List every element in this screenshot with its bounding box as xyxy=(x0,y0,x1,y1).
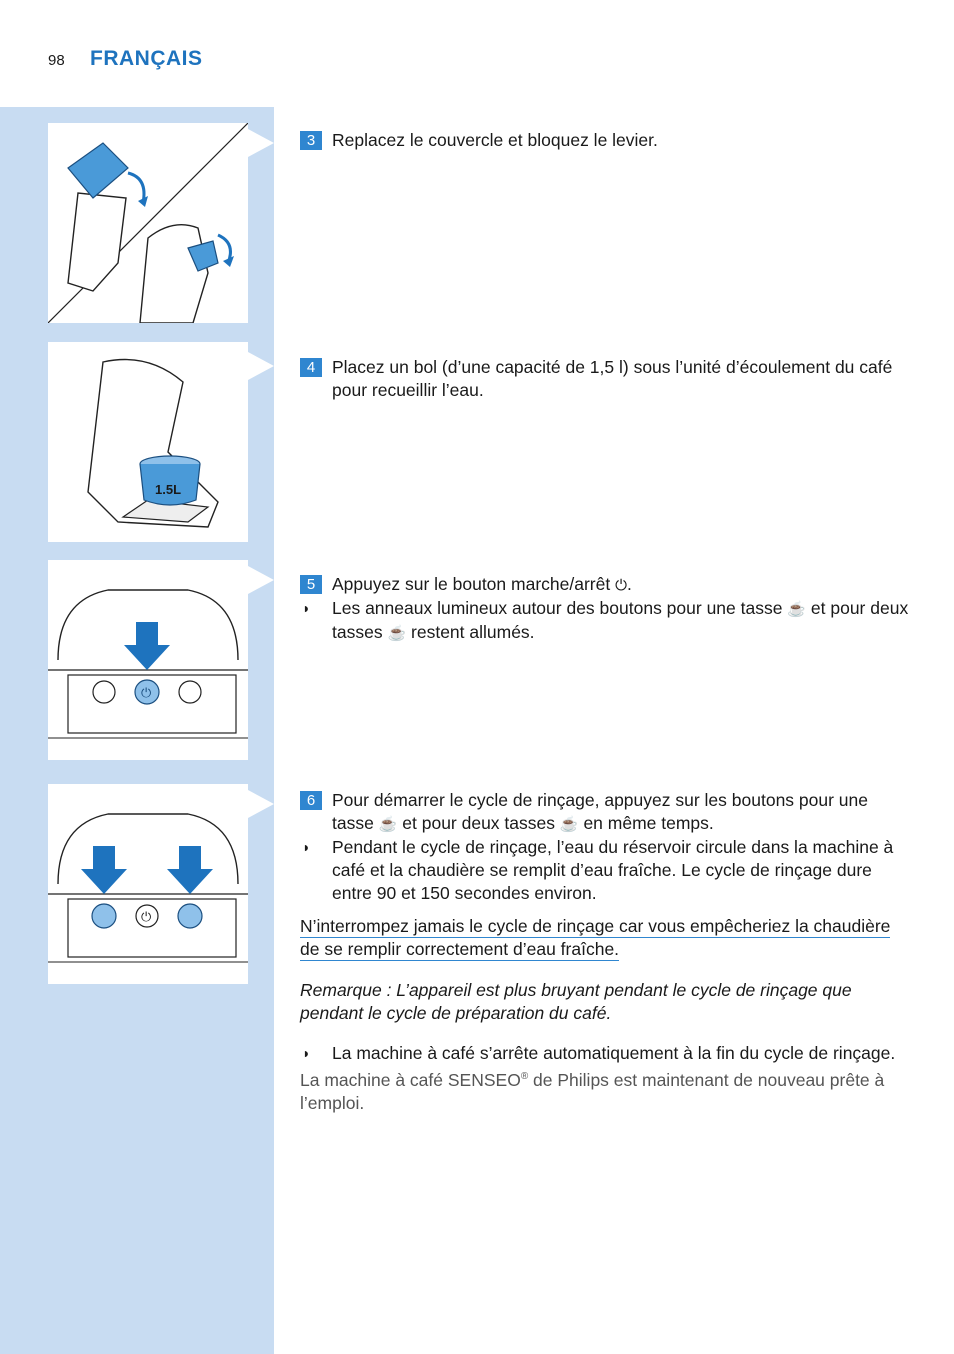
step-number: 4 xyxy=(300,358,322,377)
panel-pointer xyxy=(248,566,274,594)
figure-bowl xyxy=(48,342,248,542)
step-text: et pour deux tasses xyxy=(402,813,555,833)
figure-cup-buttons xyxy=(48,784,248,984)
step-text: . xyxy=(626,574,632,594)
step-text: en même temps. xyxy=(583,813,714,833)
step-number: 6 xyxy=(300,791,322,810)
one-cup-icon: ☕ xyxy=(378,816,398,833)
bullet-text: et pour deux tasses xyxy=(332,598,909,642)
figure-power-button xyxy=(48,560,248,760)
panel-pointer xyxy=(248,790,274,818)
warning-text-content: N’interrompez jamais le cycle de rinçage car vous empêcheriez la chaudière de se remplir correctement d’eau fraîche. xyxy=(300,916,891,959)
step-text: Placez un bol (d’une capacité de 1,5 l) sous l’unité d’écoulement du café pour recueillir l’eau. xyxy=(332,357,893,400)
step-5 xyxy=(300,573,910,645)
bullet-icon: ◗ xyxy=(302,839,311,855)
step-3 xyxy=(300,129,910,152)
step-number: 5 xyxy=(300,575,322,594)
step-text: Pour démarrer le cycle de rinçage, appuyez sur les boutons pour une tasse xyxy=(332,790,868,833)
note-text: Remarque : L’appareil est plus bruyant pendant le cycle de rinçage que pendant le cycle de préparation du café. xyxy=(300,979,852,1023)
final-text-part: de Philips est maintenant de nouveau prête à l’emploi. xyxy=(300,1069,885,1113)
power-icon: ⏻ xyxy=(615,577,627,594)
registered-mark: ® xyxy=(520,1071,529,1082)
step-number: 3 xyxy=(300,131,322,150)
panel-pointer xyxy=(248,129,274,157)
step-text: Appuyez sur le bouton marche/arrêt xyxy=(332,574,611,594)
bullet-icon: ◗ xyxy=(302,1045,311,1061)
bullet-text: Les anneaux lumineux autour des boutons pour une tasse xyxy=(332,598,783,618)
bullet-text: Pendant le cycle de rinçage, l’eau du réservoir circule dans la machine à café et la chaudière se remplit d’eau fraîche. Le cycle de rinçage dure entre 90 et 150 secondes environ. xyxy=(332,837,894,903)
step-4 xyxy=(300,356,910,402)
final-text-part: La machine à café SENSEO xyxy=(300,1069,521,1090)
bowl-capacity-label: 1.5L xyxy=(155,482,182,497)
step-text: Replacez le couvercle et bloquez le levier. xyxy=(332,130,658,150)
page-number: 98 xyxy=(48,52,65,69)
step-6 xyxy=(300,789,910,1115)
final-text xyxy=(300,1065,910,1115)
bullet-text: La machine à café s’arrête automatiquement à la fin du cycle de rinçage. xyxy=(332,1043,896,1063)
one-cup-icon: ☕ xyxy=(787,601,807,618)
figure-lid-lever xyxy=(48,123,248,323)
warning-text xyxy=(300,915,910,961)
page-title: FRANÇAIS xyxy=(90,47,203,70)
panel-pointer xyxy=(248,352,274,380)
power-icon: ⏻ xyxy=(141,909,152,924)
bullet-icon: ◗ xyxy=(302,600,311,616)
two-cups-icon: ☕ xyxy=(559,816,579,833)
bullet-text: restent allumés. xyxy=(411,622,535,642)
two-cups-icon: ☕ xyxy=(387,625,407,642)
power-icon: ⏻ xyxy=(141,685,152,700)
